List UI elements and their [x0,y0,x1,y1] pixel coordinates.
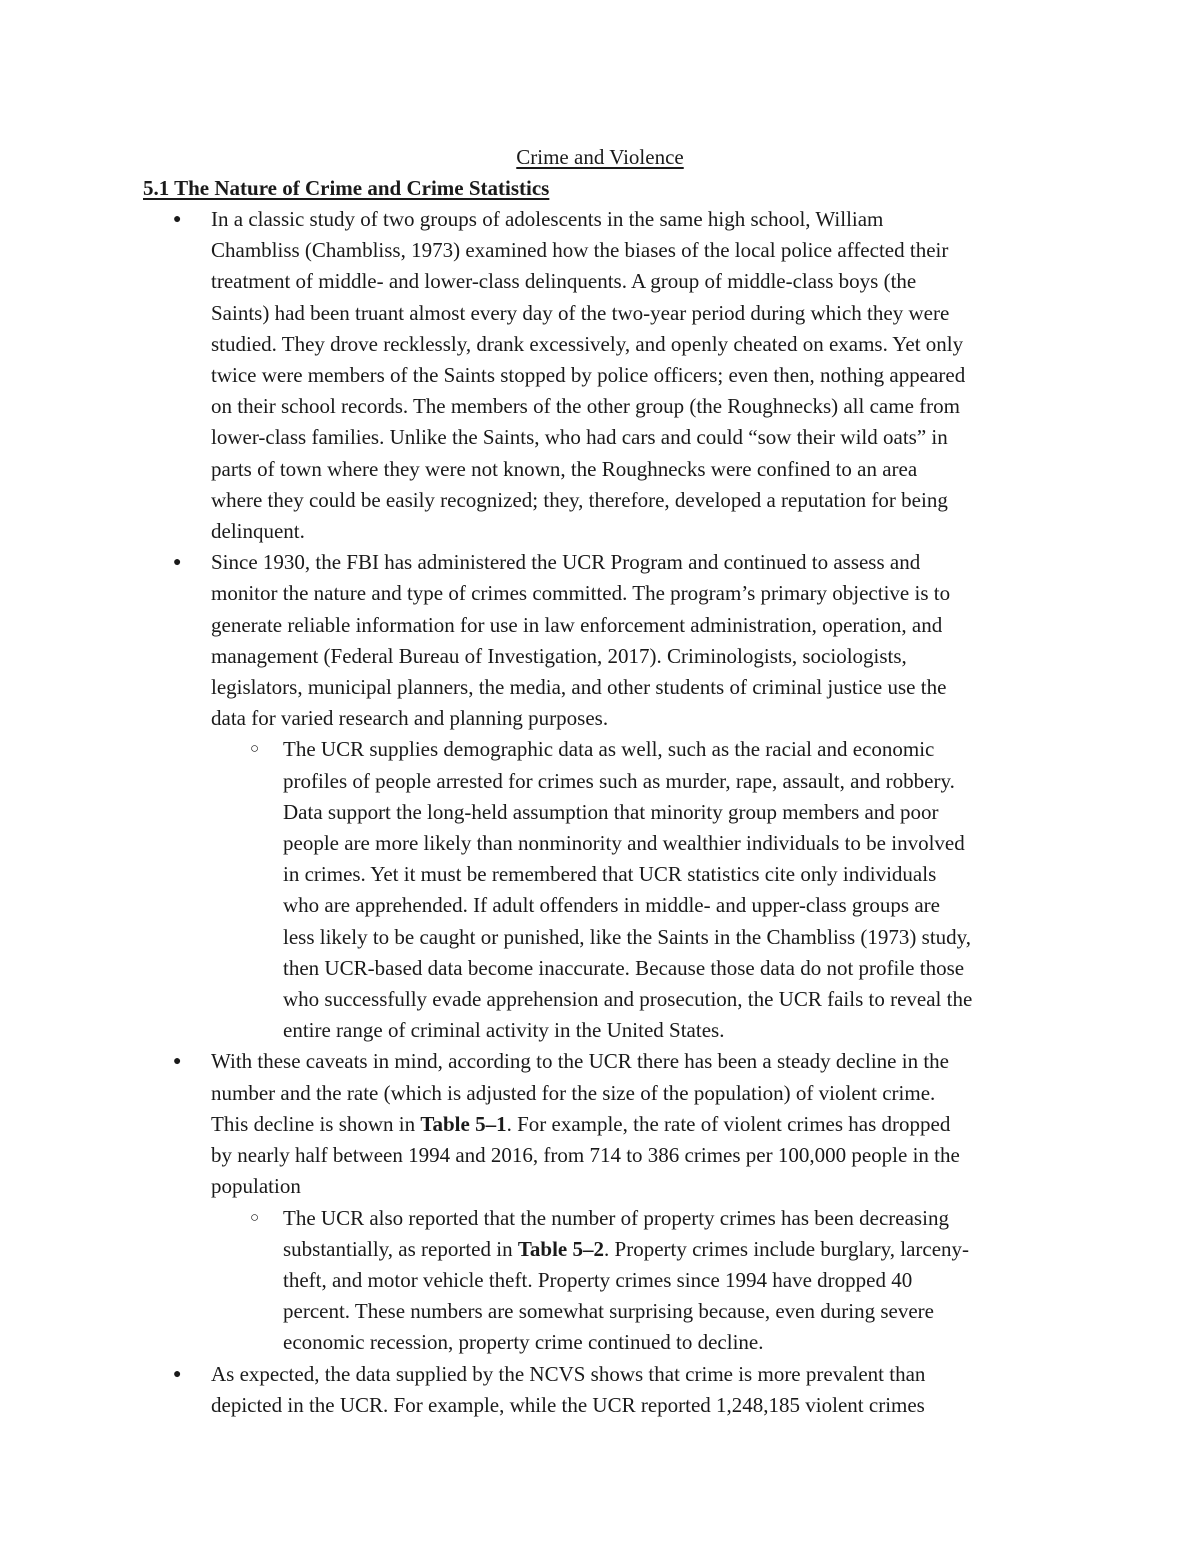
text-line: Since 1930, the FBI has administered the UCR Program and continued to assess and [211,550,921,575]
text-line: depicted in the UCR. For example, while the UCR reported 1,248,185 violent crimes [211,1392,925,1417]
bullet-item [173,1046,1061,1202]
text-line: on their school records. The members of the other group (the Roughnecks) all came from [211,394,960,419]
text-line: economic recession, property crime continued to decline. [283,1330,764,1355]
text-line [283,1234,1061,1265]
text-line: less likely to be caught or punished, like the Saints in the Chambliss (1973) study, [283,924,972,949]
text-line: studied. They drove recklessly, drank excessively, and openly cheated on exams. Yet only [211,331,964,356]
text-line: in crimes. Yet it must be remembered that UCR statistics cite only individuals [283,862,937,887]
text-line: delinquent. [211,519,305,544]
text-line: by nearly half between 1994 and 2016, from 714 to 386 crimes per 100,000 people in the [211,1143,960,1168]
text-segment: . For example, the rate of violent crimes has dropped [506,1111,951,1136]
document-title: Crime and Violence [516,145,684,169]
sub-bullet-item [250,1203,1061,1359]
text-line: Saints) had been truant almost every day of the two-year period during which they were [211,300,950,325]
text-line: parts of town where they were not known, the Roughnecks were confined to an area [211,456,918,481]
text-line: data for varied research and planning purposes. [211,706,609,731]
text-line: treatment of middle- and lower-class delinquents. A group of middle-class boys (the [211,269,917,294]
text-line: Chambliss (Chambliss, 1973) examined how the biases of the local police affected their [211,238,949,263]
text-line: people are more likely than nonminority and wealthier individuals to be involved [283,831,965,856]
sub-bullet-item [250,734,1061,1046]
text-line: generate reliable information for use in law enforcement administration, operation, and [211,612,943,637]
bullet-item [173,547,1061,734]
text-segment: substantially, as reported in [283,1236,518,1261]
text-line: legislators, municipal planners, the media, and other students of criminal justice use the [211,675,947,700]
sub-bullet-marker: ○ [250,1209,260,1226]
text-line: lower-class families. Unlike the Saints, who had cars and could “sow their wild oats” in [211,425,948,450]
text-line: then UCR-based data become inaccurate. Because those data do not profile those [283,955,965,980]
text-line: management (Federal Bureau of Investigation, 2017). Criminologists, sociologists, [211,643,907,668]
text-line: With these caveats in mind, according to the UCR there has been a steady decline in the [211,1049,949,1074]
text-line: The UCR also reported that the number of property crimes has been decreasing [283,1205,949,1230]
sub-bullet-marker: ○ [250,741,260,758]
bullet-marker: ● [173,1054,182,1070]
text-line: number and the rate (which is adjusted for the size of the population) of violent crime. [211,1080,936,1105]
document-body [0,204,1200,1421]
bullet-item [173,1359,1061,1421]
table-reference: Table 5–1 [420,1111,507,1136]
text-line: entire range of criminal activity in the United States. [283,1018,725,1043]
text-line: profiles of people arrested for crimes such as murder, rape, assault, and robbery. [283,768,955,793]
section-heading: 5.1 The Nature of Crime and Crime Statistics [143,176,550,200]
text-line: percent. These numbers are somewhat surprising because, even during severe [283,1299,934,1324]
text-segment: . Property crimes include burglary, larceny- [604,1236,970,1261]
bullet-marker: ● [173,1366,182,1382]
text-line: who are apprehended. If adult offenders in middle- and upper-class groups are [283,893,940,918]
text-line: In a classic study of two groups of adolescents in the same high school, William [211,207,884,231]
text-line: monitor the nature and type of crimes committed. The program’s primary objective is to [211,581,951,606]
text-line: where they could be easily recognized; they, therefore, developed a reputation for being [211,487,948,512]
text-line [211,1109,1061,1140]
text-line: who successfully evade apprehension and prosecution, the UCR fails to reveal the [283,987,973,1012]
text-line: population [211,1174,301,1199]
bullet-item [173,204,1061,547]
text-line: As expected, the data supplied by the NCVS shows that crime is more prevalent than [211,1361,926,1386]
table-reference: Table 5–2 [517,1236,605,1261]
text-segment: This decline is shown in [211,1111,421,1136]
text-line: Data support the long-held assumption that minority group members and poor [283,799,939,824]
bullet-marker: ● [173,555,182,571]
text-line: theft, and motor vehicle theft. Property crimes since 1994 have dropped 40 [283,1267,913,1292]
text-line: twice were members of the Saints stopped by police officers; even then, nothing appeared [211,363,966,388]
bullet-marker: ● [173,212,182,227]
text-line: The UCR supplies demographic data as well, such as the racial and economic [283,737,935,762]
